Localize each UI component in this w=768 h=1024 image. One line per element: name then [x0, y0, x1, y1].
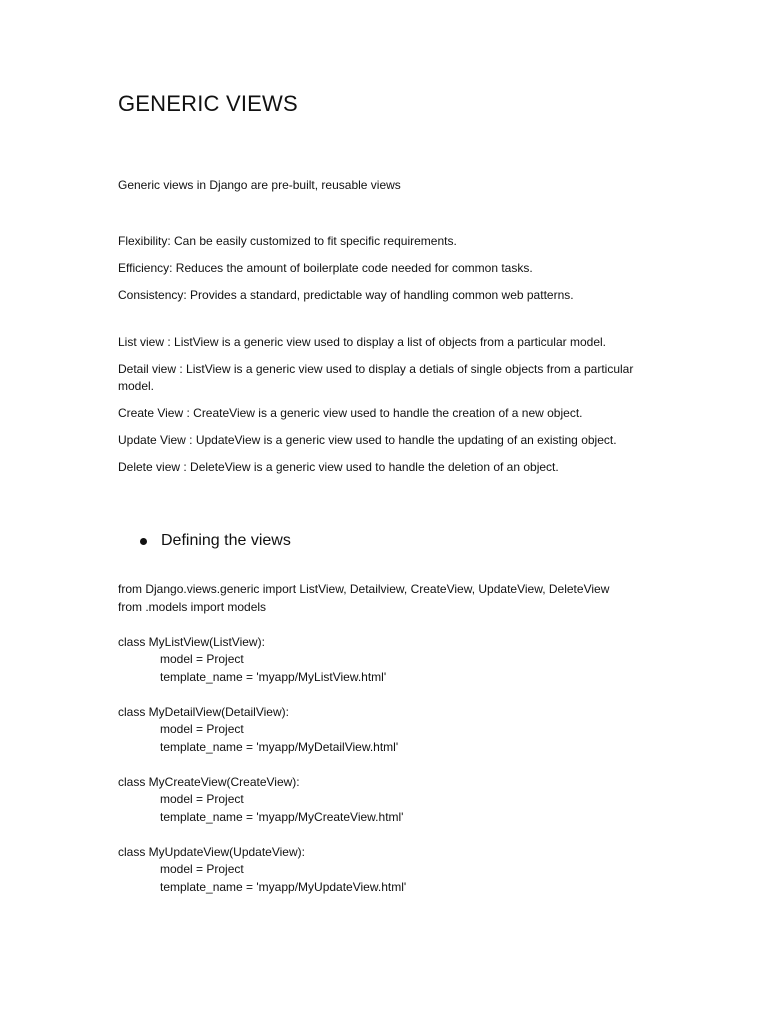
section-heading-text: Defining the views	[161, 532, 291, 549]
code-model-line: model = Project	[160, 722, 244, 736]
benefit-flexibility: Flexibility: Can be easily customized to fit specific requirements.	[118, 234, 457, 248]
code-import-line: from .models import models	[118, 599, 267, 614]
code-class-declaration: class MyDetailView(DetailView):	[118, 704, 289, 719]
bullet-icon	[140, 538, 147, 545]
code-blank-line	[118, 826, 638, 844]
section-heading	[118, 528, 638, 554]
code-blank-line	[118, 616, 638, 634]
code-class-declaration: class MyUpdateView(UpdateView):	[118, 844, 305, 859]
view-detail-description: Detail view : ListView is a generic view used to display a detials of single objects from a particular model.	[118, 362, 634, 393]
code-model-line: model = Project	[160, 862, 244, 876]
code-blank-line	[118, 756, 638, 774]
code-template-line: template_name = 'myapp/MyListView.html'	[160, 669, 387, 684]
intro-paragraph: Generic views in Django are pre-built, reusable views	[118, 178, 401, 192]
document-content	[118, 88, 638, 896]
view-update-description: Update View : UpdateView is a generic view used to handle the updating of an existing object.	[118, 433, 617, 447]
page-title: GENERIC VIEWS	[118, 91, 298, 116]
view-delete-description: Delete view : DeleteView is a generic view used to handle the deletion of an object.	[118, 460, 559, 474]
code-block	[118, 581, 638, 896]
code-template-line: template_name = 'myapp/MyUpdateView.html'	[160, 879, 407, 894]
benefits-list	[118, 233, 638, 304]
code-model-line: model = Project	[160, 792, 244, 806]
code-import-line: from Django.views.generic import ListView, Detailview, CreateView, UpdateView, DeleteView	[118, 582, 610, 596]
benefit-consistency: Consistency: Provides a standard, predictable way of handling common web patterns.	[118, 288, 574, 302]
code-blank-line	[118, 686, 638, 704]
view-create-description: Create View : CreateView is a generic view used to handle the creation of a new object.	[118, 406, 583, 420]
views-list	[118, 334, 638, 476]
code-class-declaration: class MyListView(ListView):	[118, 634, 265, 649]
code-model-line: model = Project	[160, 652, 244, 666]
code-template-line: template_name = 'myapp/MyCreateView.html'	[160, 809, 404, 824]
benefit-efficiency: Efficiency: Reduces the amount of boilerplate code needed for common tasks.	[118, 261, 533, 275]
view-list-description: List view : ListView is a generic view used to display a list of objects from a particular model.	[118, 335, 606, 349]
code-class-declaration: class MyCreateView(CreateView):	[118, 774, 300, 789]
code-template-line: template_name = 'myapp/MyDetailView.html'	[160, 739, 399, 754]
